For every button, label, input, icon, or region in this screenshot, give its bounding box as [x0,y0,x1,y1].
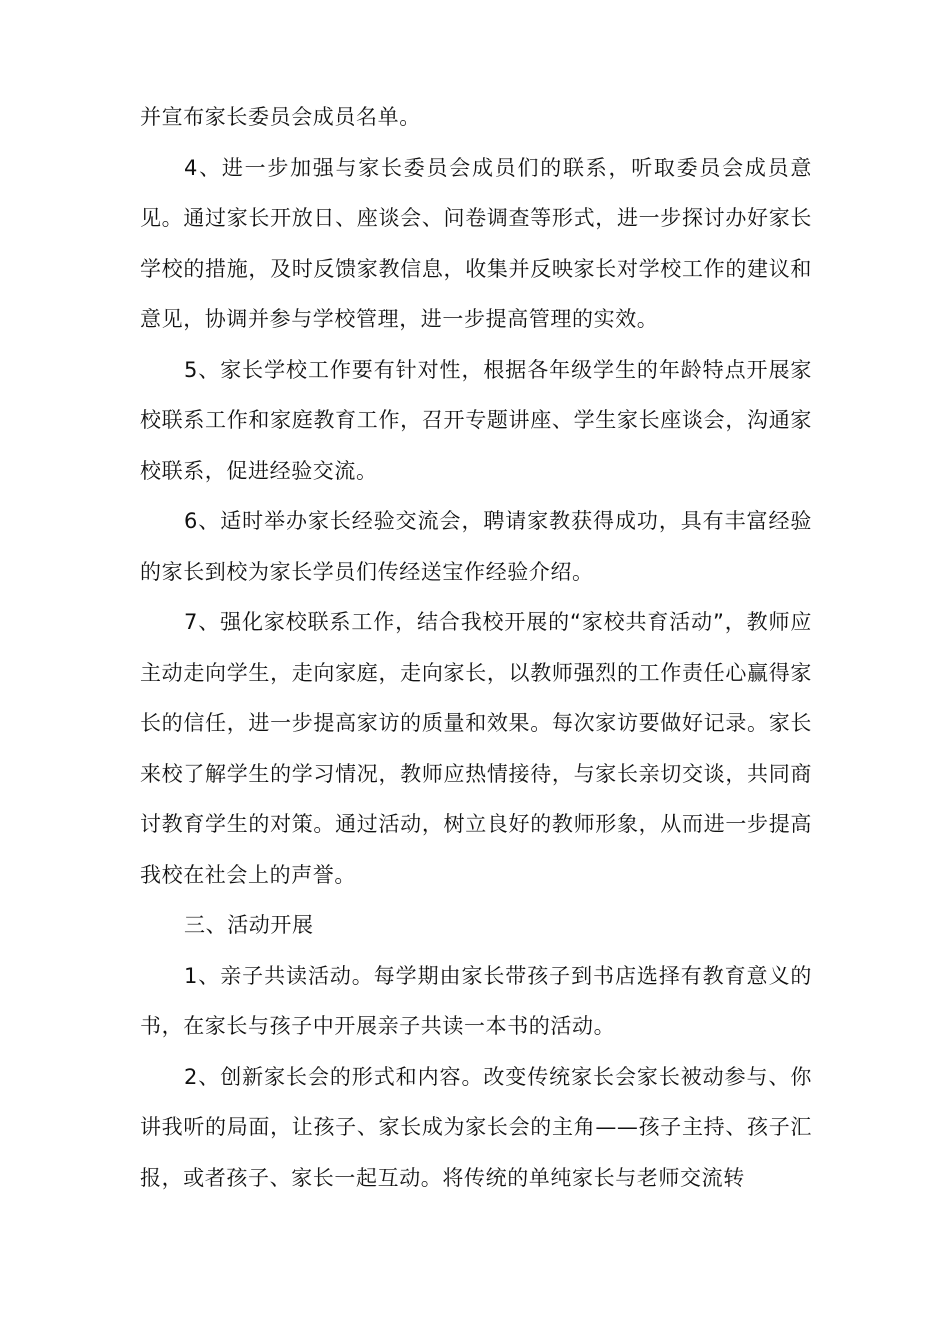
section-heading-activities: 三、活动开展 [184,913,314,937]
paragraph-continuation: 并宣布家长委员会成员名单。 [140,105,421,129]
paragraph-item-4: 4、进一步加强与家长委员会成员们的联系，听取委员会成员意见。通过家长开放日、座谈会、问卷调查等形式，进一步探讨办好家长学校的措施，及时反馈家教信息，收集并反映家长对学校工作的建议和意见，协调并参与学校管理，进一步提高管理的实效。 [140,155,812,331]
paragraph-activity-1: 1、亲子共读活动。每学期由家长带孩子到书店选择有教育意义的书，在家长与孩子中开展亲子共读一本书的活动。 [140,963,812,1038]
paragraph-activity-2: 2、创新家长会的形式和内容。改变传统家长会家长被动参与、你讲我听的局面，让孩子、家长成为家长会的主角——孩子主持、孩子汇报，或者孩子、家长一起互动。将传统的单纯家长与老师交流转 [140,1064,812,1190]
paragraph-item-5: 5、家长学校工作要有针对性，根据各年级学生的年龄特点开展家校联系工作和家庭教育工作，召开专题讲座、学生家长座谈会，沟通家校联系，促进经验交流。 [140,357,812,483]
paragraph-item-7: 7、强化家校联系工作，结合我校开展的“家校共育活动”，教师应主动走向学生，走向家庭，走向家长，以教师强烈的工作责任心赢得家长的信任，进一步提高家访的质量和效果。每次家访要做好记录。家长来校了解学生的学习情况，教师应热情接待，与家长亲切交谈，共同商讨教育学生的对策。通过活动，树立良好的教师形象，从而进一步提高我校在社会上的声誉。 [140,610,812,887]
document-body [140,92,812,1203]
paragraph-item-6: 6、适时举办家长经验交流会，聘请家教获得成功，具有丰富经验的家长到校为家长学员们传经送宝作经验介绍。 [140,509,812,584]
